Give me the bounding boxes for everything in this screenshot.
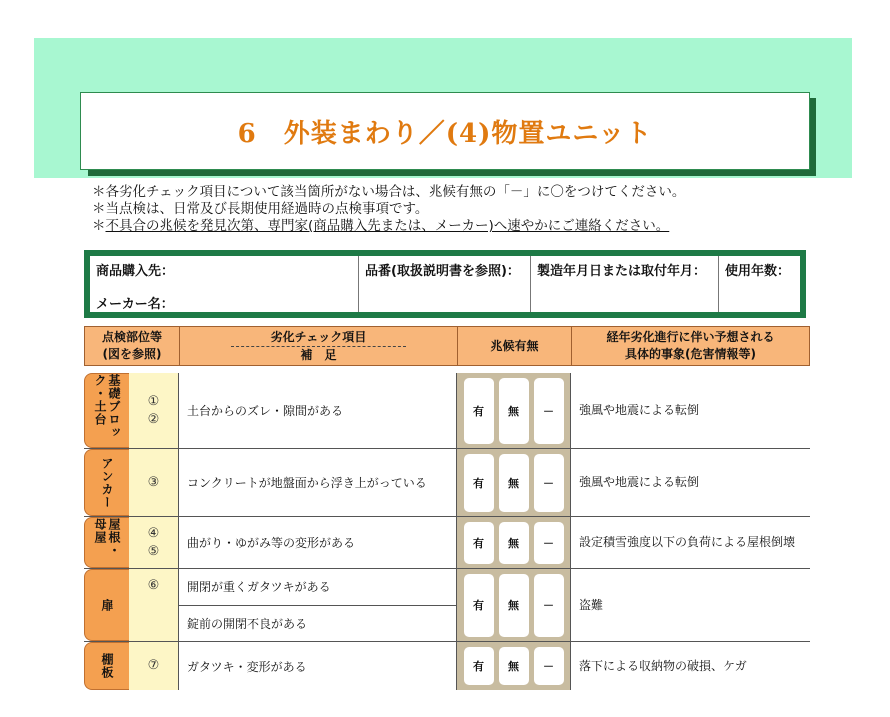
row-numbers <box>129 373 179 448</box>
note-1: ＊各劣化チェック項目について該当箇所がない場合は、兆候有無の「－」に〇をつけてください。 <box>92 184 686 200</box>
model-label: 品番(取扱説明書を参照)： <box>365 264 520 279</box>
row-items <box>179 569 457 641</box>
row-number: ④ <box>147 525 160 541</box>
row-effect: 落下による収納物の破損、ケガ <box>579 658 747 673</box>
row-numbers <box>129 517 179 568</box>
notes <box>92 184 685 235</box>
sign-na-option[interactable]: － <box>534 454 564 512</box>
row-location: 扉 <box>84 569 129 641</box>
sign-yes-option[interactable]: 有 <box>464 647 494 685</box>
note-3-text: 不具合の兆候を発見次第、専門家(商品購入先または、メーカー)へ速やかにご連絡ください。 <box>105 218 670 234</box>
sign-no-option[interactable]: 無 <box>499 574 529 637</box>
model-cell[interactable] <box>359 256 531 312</box>
row-numbers <box>129 449 179 516</box>
row-effect: 設定積雪強度以下の負荷による屋根倒壊 <box>579 535 796 549</box>
row-numbers <box>129 642 179 690</box>
sign-yes-option[interactable]: 有 <box>464 522 494 564</box>
table-row <box>84 373 810 449</box>
header-check-2: 補 足 <box>300 347 337 362</box>
header-signs <box>458 327 572 365</box>
inspection-table <box>84 373 810 690</box>
sign-yes-option[interactable]: 有 <box>464 574 494 637</box>
date-cell[interactable] <box>531 256 719 312</box>
header-effect-2: 具体的事象(危害情報等) <box>625 347 756 361</box>
years-cell[interactable] <box>719 256 800 312</box>
purchase-cell[interactable] <box>90 256 359 312</box>
table-row <box>84 642 810 690</box>
table-row <box>84 517 810 569</box>
sign-no-option[interactable]: 無 <box>499 378 529 444</box>
table-header <box>84 326 810 366</box>
header-loc-1: 点検部位等 <box>101 330 162 344</box>
header-check <box>180 327 458 365</box>
check-item: 曲がり・ゆがみ等の変形がある <box>187 536 356 550</box>
sign-no-option[interactable]: 無 <box>499 522 529 564</box>
maker-label: メーカー名： <box>96 297 174 312</box>
header-loc-2: (図を参照) <box>102 347 162 361</box>
page-title: 6 外装まわり／(4)物置ユニット <box>237 118 653 149</box>
row-items <box>179 373 457 448</box>
row-location: 屋根・母屋 <box>84 517 129 568</box>
row-items <box>179 642 457 690</box>
note-2: ＊当点検は、日常及び長期使用経過時の点検事項です。 <box>92 201 429 217</box>
sign-na-option[interactable]: － <box>534 574 564 637</box>
sign-no-option[interactable]: 無 <box>499 454 529 512</box>
row-location: アンカー <box>84 449 129 516</box>
row-effect: 盗難 <box>579 597 604 612</box>
row-number: ⑤ <box>147 543 160 559</box>
row-number: ⑦ <box>147 658 160 673</box>
table-row <box>84 449 810 517</box>
check-item: 錠前の開閉不良がある <box>179 605 456 642</box>
header-effect <box>572 327 809 365</box>
product-info-box <box>84 250 806 318</box>
note-3 <box>92 218 685 235</box>
sign-no-option[interactable]: 無 <box>499 647 529 685</box>
title-box <box>80 92 810 170</box>
header-check-1: 劣化チェック項目 <box>231 329 407 347</box>
check-item: 開閉が重くガタツキがある <box>187 580 331 595</box>
date-label: 製造年月日または取付年月： <box>537 264 707 279</box>
row-numbers <box>129 569 179 641</box>
header-effect-1: 経年劣化進行に伴い予想される <box>606 330 775 344</box>
sign-na-option[interactable]: － <box>534 522 564 564</box>
row-number: ① <box>147 393 160 409</box>
row-number: ② <box>147 411 160 427</box>
purchase-label: 商品購入先： <box>96 264 175 279</box>
check-item: 土台からのズレ・隙間がある <box>187 404 344 418</box>
row-number: ③ <box>147 474 160 490</box>
row-effect: 強風や地震による転倒 <box>579 475 700 489</box>
row-effect: 強風や地震による転倒 <box>579 403 700 417</box>
table-row <box>84 569 810 642</box>
years-label: 使用年数： <box>725 264 791 279</box>
row-items <box>179 517 457 568</box>
sign-yes-option[interactable]: 有 <box>464 378 494 444</box>
sign-options <box>457 449 571 516</box>
row-items <box>179 449 457 516</box>
sign-options <box>457 642 571 690</box>
row-number: ⑥ <box>147 578 160 593</box>
sign-yes-option[interactable]: 有 <box>464 454 494 512</box>
row-location: 基礎ブロック・土台 <box>84 373 129 448</box>
header-location <box>85 327 180 365</box>
sign-na-option[interactable]: － <box>534 647 564 685</box>
check-item: ガタツキ・変形がある <box>187 659 307 674</box>
check-item: コンクリートが地盤面から浮き上がっている <box>187 476 427 490</box>
sign-options <box>457 569 571 641</box>
sign-options <box>457 373 571 448</box>
row-location: 棚板 <box>84 642 129 690</box>
sign-na-option[interactable]: － <box>534 378 564 444</box>
header-signs-label: 兆候有無 <box>490 338 539 353</box>
sign-options <box>457 517 571 568</box>
note-3-prefix: ＊ <box>92 218 106 234</box>
